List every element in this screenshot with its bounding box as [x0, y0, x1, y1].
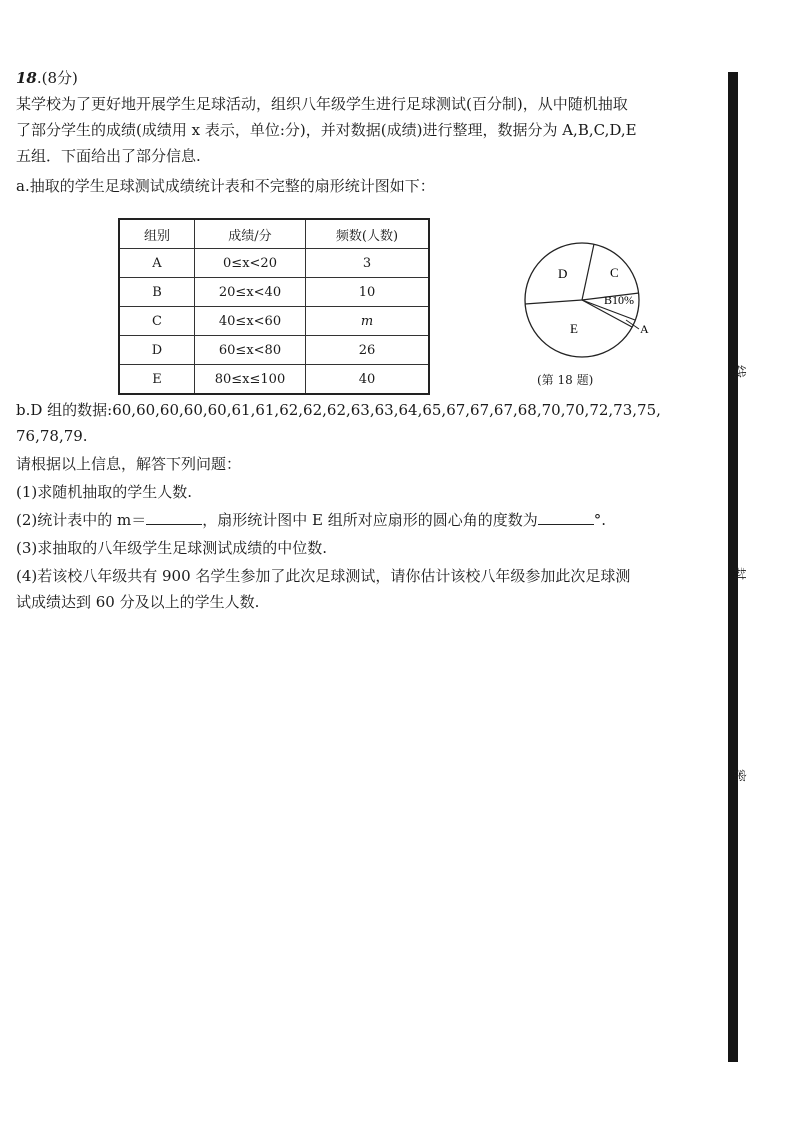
- cell-group: E: [119, 365, 195, 395]
- cell-count: m: [306, 307, 430, 336]
- cell-range: 0≤x<20: [195, 249, 306, 278]
- table-row: [119, 249, 429, 278]
- cell-group: D: [119, 336, 195, 365]
- q2-text-3: °.: [593, 511, 607, 529]
- cell-count: 3: [306, 249, 430, 278]
- cell-group: C: [119, 307, 195, 336]
- q2-text-2: ，扇形统计图中 E 组所对应扇形的圆心角的度数为: [202, 511, 538, 529]
- divider-d-c: [582, 244, 594, 300]
- figure-caption: (第 18 题): [537, 373, 594, 387]
- part-b-line-2: 76,78,79.: [16, 427, 88, 445]
- cell-count: 26: [306, 336, 430, 365]
- table-row: [119, 365, 429, 395]
- header-range: 成绩/分: [195, 219, 306, 249]
- cell-count: 40: [306, 365, 430, 395]
- question-number: 18: [16, 69, 37, 87]
- table-row: [119, 336, 429, 365]
- cell-group: A: [119, 249, 195, 278]
- pie-label-d: D: [558, 266, 568, 281]
- sub-question-4-line-2: 试成绩达到 60 分及以上的学生人数.: [16, 593, 260, 611]
- sub-question-2: [16, 510, 606, 530]
- sub-question-3: (3)求抽取的八年级学生足球测试成绩的中位数.: [16, 539, 328, 557]
- cell-group: B: [119, 278, 195, 307]
- table-header-row: [119, 219, 429, 249]
- intro-line-2: 了部分学生的成绩(成绩用 x 表示，单位:分)，并对数据(成绩)进行整理，数据分为 A,B,C,D,E: [16, 121, 637, 139]
- answer-blank-m[interactable]: [146, 510, 202, 525]
- binding-char-line: 线: [731, 364, 747, 379]
- sub-question-1: (1)求随机抽取的学生人数.: [16, 483, 193, 501]
- sub-question-4-line-1: (4)若该校八年级共有 900 名学生参加了此次足球测试，请你估计该校八年级参加此次足球测: [16, 567, 631, 585]
- cell-range: 20≤x<40: [195, 278, 306, 307]
- cell-range: 40≤x<60: [195, 307, 306, 336]
- pie-label-e: E: [570, 321, 578, 336]
- q2-text-1: (2)统计表中的 m＝: [16, 511, 147, 529]
- cell-range: 80≤x≤100: [195, 365, 306, 395]
- pie-label-b: B10%: [604, 293, 634, 307]
- cell-count: 10: [306, 278, 430, 307]
- table-row: [119, 278, 429, 307]
- part-a-label: a.抽取的学生足球测试成绩统计表和不完整的扇形统计图如下：: [16, 177, 435, 195]
- header-count: 频数(人数): [306, 219, 430, 249]
- header-group: 组别: [119, 219, 195, 249]
- part-b-line-1: b.D 组的数据:60,60,60,60,60,61,61,62,62,62,63,63,64,65,67,67,67,68,70,70,72,73,75,: [16, 401, 661, 419]
- stats-table: [118, 218, 430, 395]
- intro-line-3: 五组．下面给出了部分信息.: [16, 147, 201, 165]
- pie-label-a: A: [640, 322, 649, 336]
- cell-range: 60≤x<80: [195, 336, 306, 365]
- pie-label-c: C: [610, 265, 619, 280]
- question-points: .(8分): [36, 69, 78, 87]
- pie-chart: [508, 233, 658, 368]
- binding-char-secret: 密: [731, 768, 747, 783]
- binding-char-seal: 封: [731, 566, 747, 581]
- intro-line-1: 某学校为了更好地开展学生足球活动，组织八年级学生进行足球测试(百分制)，从中随机抽取: [16, 95, 628, 113]
- question-header: [16, 68, 78, 88]
- answer-blank-angle[interactable]: [538, 510, 594, 525]
- prompt-line: 请根据以上信息，解答下列问题：: [16, 455, 242, 473]
- table-row: [119, 307, 429, 336]
- divider-d-e: [525, 300, 582, 304]
